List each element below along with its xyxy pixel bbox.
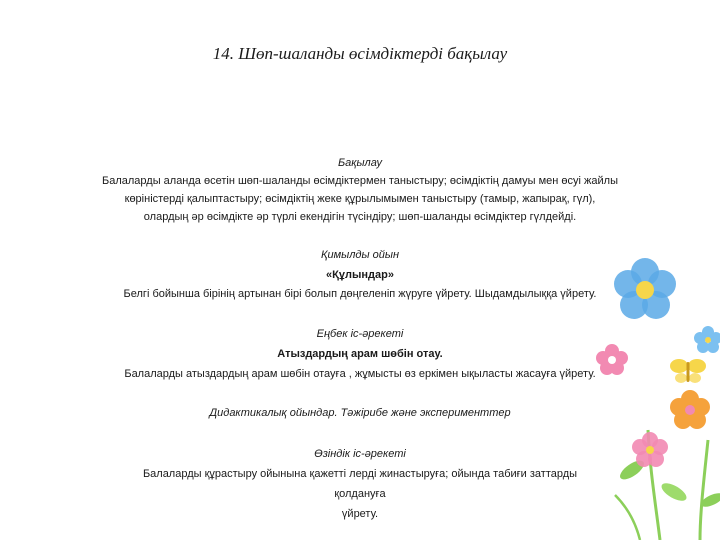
movement-game-name: «Құлындар» [326,269,394,281]
observation-text-line-2: көріністерді қалыптастыру; өсімдіктің жеке құрылымымен таныстыру (тамыр, жапырақ, гүл), [124,193,596,205]
independent-activity-line-3: үйрету. [341,508,379,520]
flower-icon [596,344,628,375]
section-heading-movement-game: Қимылды ойын [320,249,400,261]
butterfly-icon [670,359,706,383]
independent-activity-line-1: Балаларды құрастыру ойынына қажетті лерді жинастыруға; ойында табиғи заттарды [142,468,578,480]
observation-text-line-3: олардың әр өсімдікте әр түрлі екендігін түсіндіру; шөп-шаланды өсімдіктер гүлдейді. [143,211,577,223]
observation-text-line-1: Балаларды аланда өсетін шөп-шаланды өсімдіктермен таныстыру; өсімдіктің дамуы мен өсуі жайлы [102,175,618,187]
section-heading-labor: Еңбек іс-әрекеті [316,328,404,340]
flower-icon [614,258,676,319]
flower-icon [694,326,720,353]
section-heading-independent-activity: Өзіндік іс-әрекеті [314,448,406,460]
flower-icon [670,390,710,429]
labor-text: Балаларды атыздардың арам шөбін отауға , жұмысты өз еркімен ықыласты жасауға үйрету. [124,368,596,380]
independent-activity-line-2: қолдануға [334,488,386,500]
slide-title: 14. Шөп-шаланды өсімдіктерді бақылау [212,44,508,63]
section-heading-observation: Бақылау [337,157,383,169]
labor-task-name: Атыздардың арам шөбін отау. [277,348,443,360]
section-heading-didactic-games: Дидактикалық ойындар. Тәжірибе және эксперименттер [209,407,511,419]
flower-icon [632,432,668,467]
movement-game-text: Белгі бойынша бірінің артынан бірі болып дөңгеленіп жүруге үйрету. Шыдамдылыққа үйрету. [123,288,597,300]
